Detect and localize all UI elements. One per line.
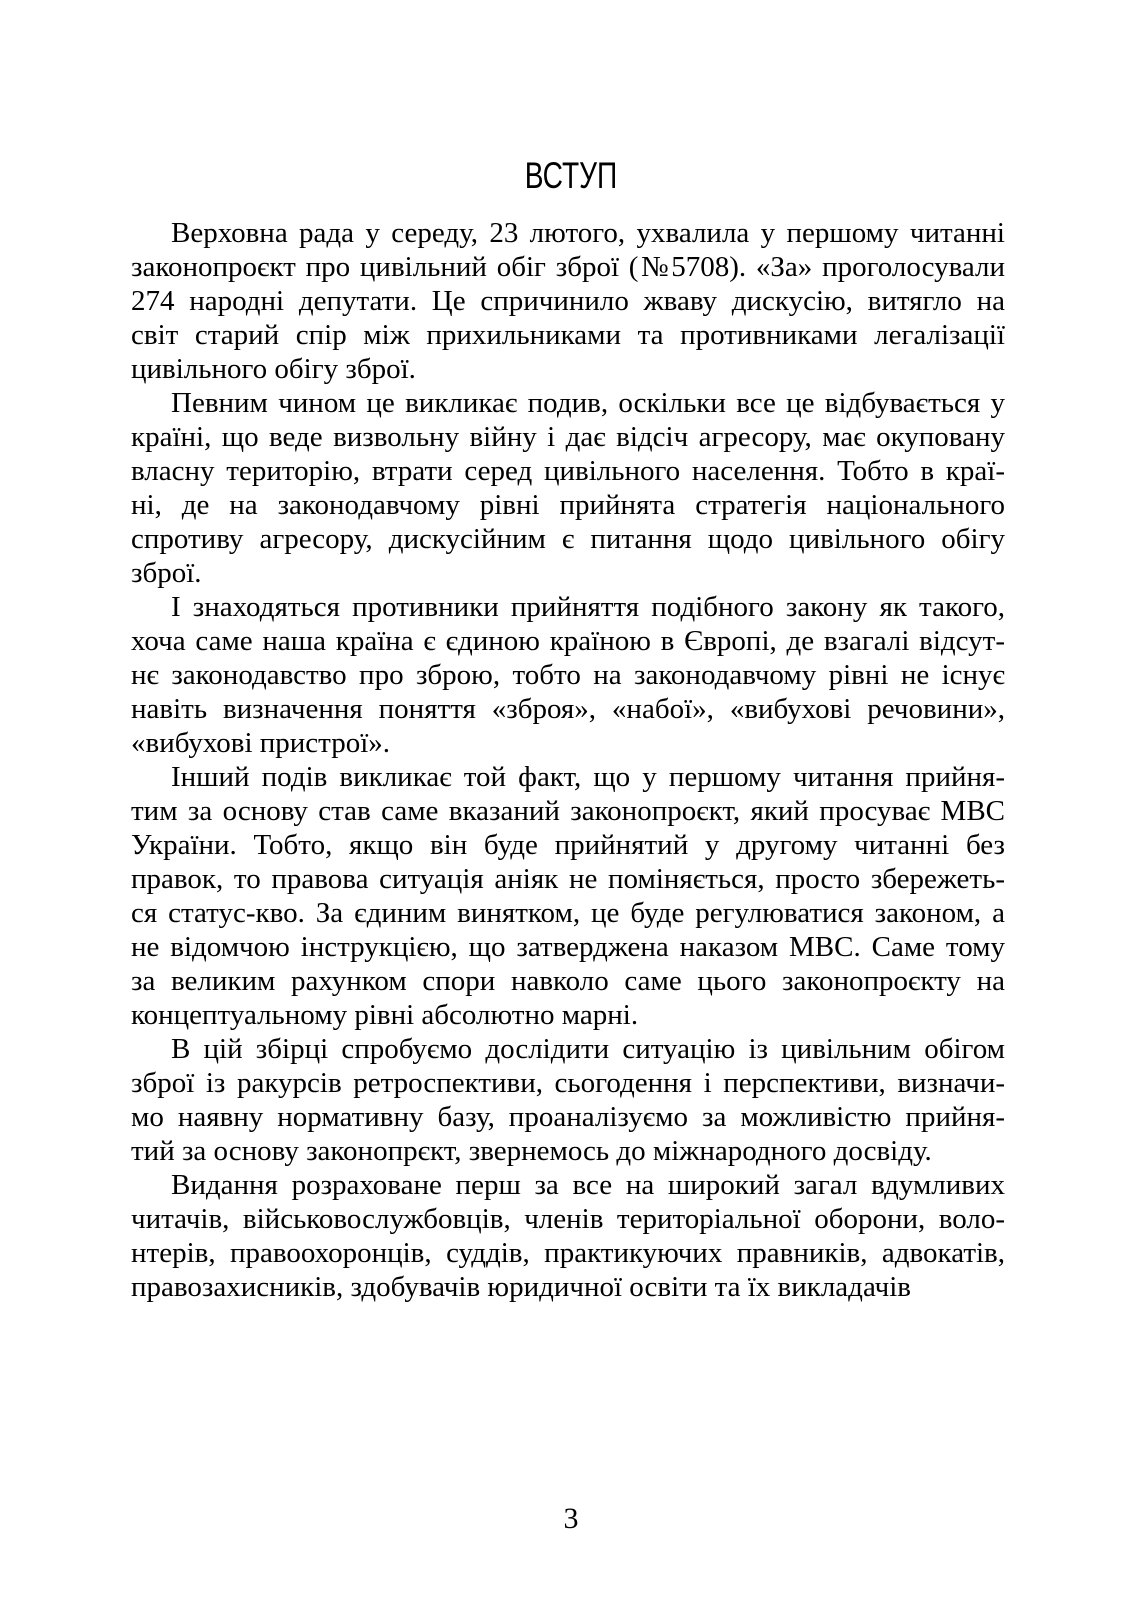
text-line: правозахисників, здобувачів юридичної освіти та їх викладачів (131, 1271, 911, 1303)
paragraph (131, 1032, 1005, 1168)
text-line: не відомчою інструкцією, що затверджена наказом МВС. Саме тому (131, 931, 1005, 963)
paragraph (131, 590, 1005, 760)
text-line: спротиву агресору, дискусійним є питання щодо цивільного обігу (131, 523, 1005, 555)
text-line: власну територію, втрати серед цивільного населення. Тобто в краї- (131, 455, 1005, 487)
text-line: хоча саме наша країна є єдиною країною в Європі, де взагалі відсут- (131, 625, 1005, 657)
page-title: ВСТУП (524, 154, 618, 196)
paragraph (131, 1168, 1005, 1304)
text-line: Видання розраховане перш за все на широкий загал вдумливих (171, 1169, 1005, 1201)
text-line: нтерів, правоохоронців, суддів, практикуючих правників, адвокатів, (131, 1237, 1005, 1269)
text-line: тий за основу законопрєкт, звернемось до міжнародного досвіду. (131, 1135, 932, 1167)
text-line: ні, де на законодавчому рівні прийнята стратегія національного (131, 489, 1005, 521)
text-line: В цій збірці спробуємо дослідити ситуацію із цивільним обігом (171, 1033, 1005, 1065)
text-line: «вибухові пристрої». (131, 727, 391, 759)
text-line: правок, то правова ситуація аніяк не поміняється, просто збережеть- (131, 863, 1005, 895)
text-line: навіть визначення поняття «зброя», «набої», «вибухові речовини», (131, 693, 1005, 725)
text-line: Інший подів викликає той факт, що у першому читання прийня- (171, 761, 1005, 793)
text-line: цивільного обігу зброї. (131, 353, 416, 385)
text-line: І знаходяться противники прийняття подібного закону як такого, (171, 591, 1005, 623)
page-number: 3 (563, 1502, 579, 1535)
text-line: зброї із ракурсів ретроспективи, сьогодення і перспективи, визначи- (131, 1067, 1005, 1099)
text-line: Верховна рада у середу, 23 лютого, ухвалила у першому читанні (171, 217, 1005, 249)
text-line: читачів, військовослужбовців, членів територіальної оборони, воло- (131, 1203, 1005, 1235)
text-line: за великим рахунком спори навколо саме цього законопроєкту на (131, 965, 1005, 997)
paragraph (131, 216, 1005, 386)
text-line: мо наявну нормативну базу, проаналізуємо за можливістю прийня- (131, 1101, 1005, 1133)
text-line: зброї. (131, 557, 202, 589)
text-line: ся статус-кво. За єдиним винятком, це буде регулюватися законом, а (131, 897, 1005, 929)
paragraph (131, 386, 1005, 590)
text-line: законопроєкт про цивільний обіг зброї (№5708). «За» проголосували (131, 251, 1005, 283)
body-text (131, 216, 1005, 1304)
text-line: країні, що веде визвольну війну і дає відсіч агресору, має окуповану (131, 421, 1005, 453)
text-line: світ старий спір між прихильниками та противниками легалізації (131, 319, 1005, 351)
text-line: України. Тобто, якщо він буде прийнятий у другому читанні без (131, 829, 1005, 861)
text-line: концептуальному рівні абсолютно марні. (131, 999, 639, 1031)
text-line: тим за основу став саме вказаний законопроєкт, який просуває МВС (131, 795, 1005, 827)
text-line: Певним чином це викликає подив, оскільки все це відбувається у (171, 387, 1005, 419)
text-line: 274 народні депутати. Це спричинило жваву дискусію, витягло на (131, 285, 1005, 317)
text-line: нє законодавство про зброю, тобто на законодавчому рівні не існує (131, 659, 1005, 691)
paragraph (131, 760, 1005, 1032)
